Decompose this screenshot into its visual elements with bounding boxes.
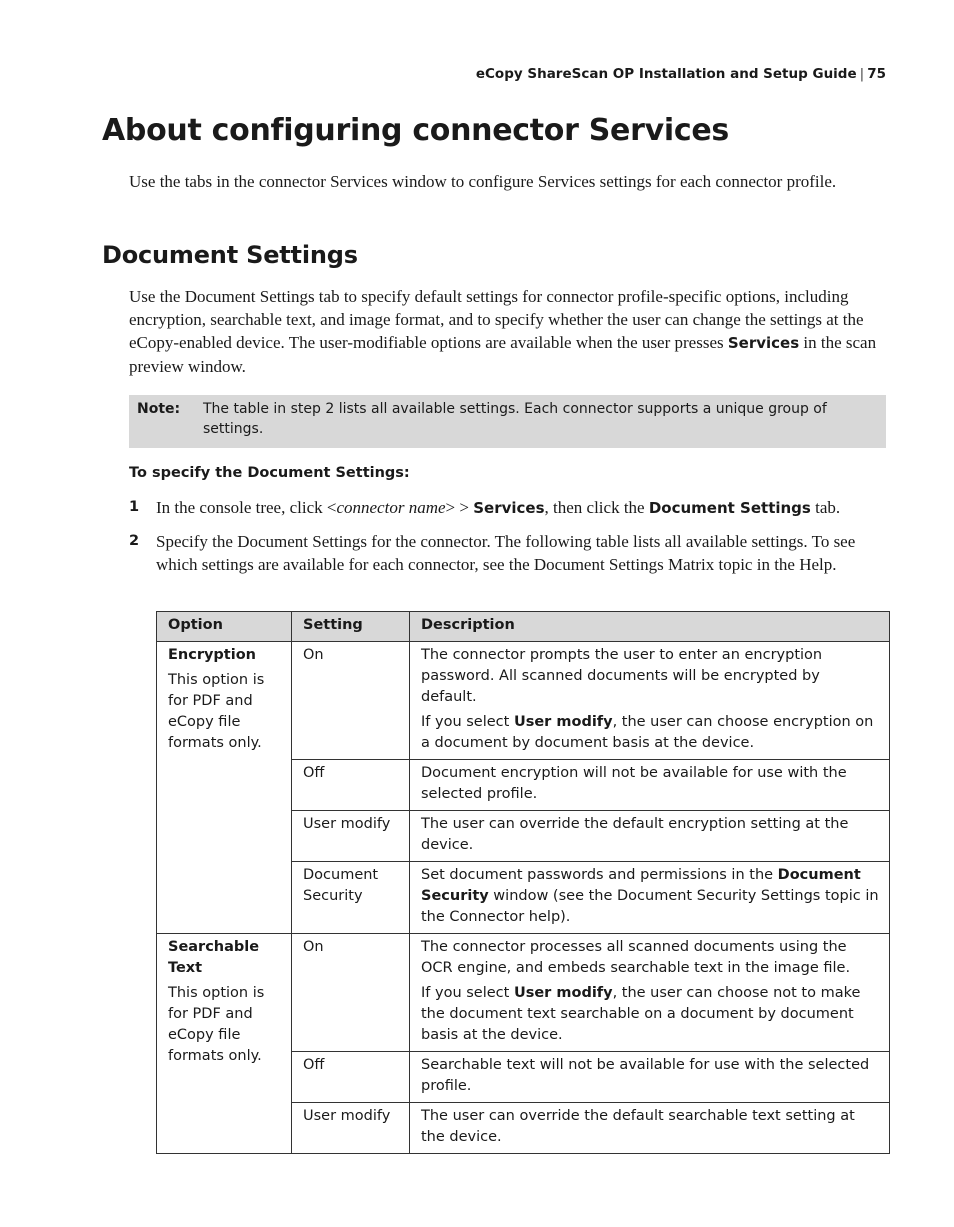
setting-cell: Off — [292, 760, 410, 811]
table-row — [157, 642, 890, 760]
header-description: Description — [410, 612, 890, 642]
option-name: Searchable Text — [168, 939, 260, 976]
setting-cell: User modify — [292, 1103, 410, 1154]
running-header — [476, 66, 886, 82]
header-option: Option — [157, 612, 292, 642]
table-header-row — [157, 612, 890, 642]
page-number: 75 — [867, 66, 886, 82]
option-cell-searchable-text — [157, 934, 292, 1154]
description-cell: The connector prompts the user to enter an encryption password. All scanned documents will be encrypted by default. If you select User modify, the user can choose encryption on a document by document basis at the device. — [410, 642, 890, 760]
setting-cell: Document Security — [292, 862, 410, 934]
option-cell-encryption — [157, 642, 292, 934]
setting-cell: On — [292, 642, 410, 760]
setting-cell: On — [292, 934, 410, 1052]
option-note: This option is for PDF and eCopy file formats only. — [168, 985, 265, 1064]
note-label: Note: — [137, 401, 181, 417]
description-cell: The connector processes all scanned documents using the OCR engine, and embeds searchable text in the image file. If you select User modify, the user can choose not to make the document text searchable on a document by document basis at the device. — [410, 934, 890, 1052]
header-separator: | — [859, 66, 865, 82]
header-setting: Setting — [292, 612, 410, 642]
step-text: In the console tree, click <connector name> > Services, then click the Document Settings tab. — [156, 498, 841, 517]
step-1 — [129, 496, 886, 520]
subsection-paragraph: Use the Document Settings tab to specify default settings for connector profile-specific options, including encryption, searchable text, and image format, and to specify whether the user can change the settings at the eCopy-enabled device. The user-modifiable options are available when the user presses Services in the scan preview window. — [129, 287, 877, 376]
description-cell: Searchable text will not be available for use with the selected profile. — [410, 1052, 890, 1103]
step-number: 1 — [129, 499, 140, 515]
step-2 — [129, 530, 886, 576]
option-name: Encryption — [168, 647, 256, 663]
option-note: This option is for PDF and eCopy file formats only. — [168, 672, 265, 751]
section-title: About configuring connector Services — [102, 113, 729, 148]
procedure-heading: To specify the Document Settings: — [129, 465, 410, 481]
setting-cell: User modify — [292, 811, 410, 862]
table-row — [157, 934, 890, 1052]
description-cell: The user can override the default encryption setting at the device. — [410, 811, 890, 862]
description-cell: Document encryption will not be available for use with the selected profile. — [410, 760, 890, 811]
section-intro: Use the tabs in the connector Services window to configure Services settings for each connector profile. — [129, 172, 837, 191]
step-number: 2 — [129, 533, 140, 549]
setting-cell: Off — [292, 1052, 410, 1103]
description-cell: Set document passwords and permissions in the Document Security window (see the Document Security Settings topic in the Connector help). — [410, 862, 890, 934]
guide-title: eCopy ShareScan OP Installation and Setup Guide — [475, 66, 857, 82]
step-text: Specify the Document Settings for the connector. The following table lists all available settings. To see which settings are available for each connector, see the Document Settings Matrix topic in the Help. — [156, 532, 856, 574]
note-text: The table in step 2 lists all available settings. Each connector supports a unique group of settings. — [203, 401, 827, 437]
description-cell: The user can override the default searchable text setting at the device. — [410, 1103, 890, 1154]
document-settings-table — [156, 611, 890, 1154]
note-box — [129, 395, 886, 448]
subsection-title: Document Settings — [102, 241, 358, 269]
